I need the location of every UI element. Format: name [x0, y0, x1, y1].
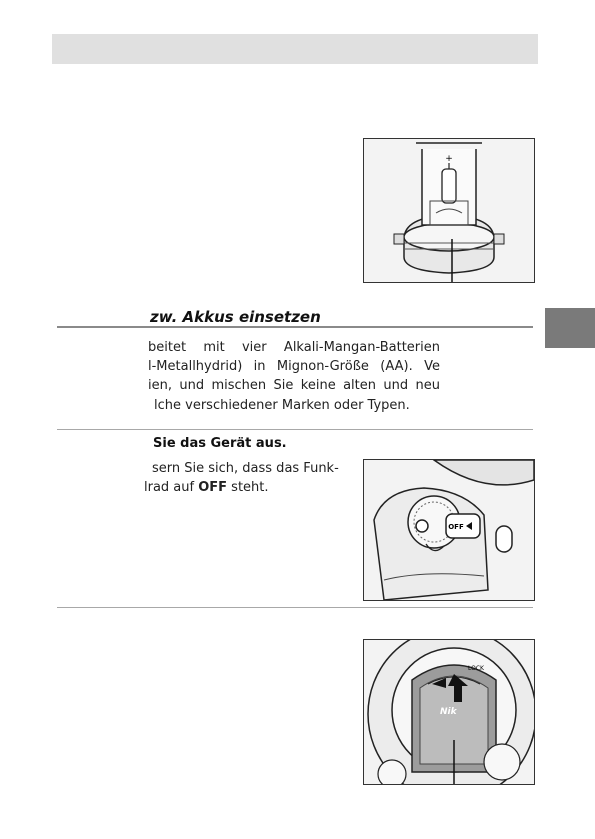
plus-mark: +: [445, 154, 453, 164]
battery-text-line-1: beitet mit vier Alkali-Mangan-Batterien: [148, 340, 440, 355]
battery-chamber-illustration: [363, 138, 535, 283]
brand-label: Nik: [440, 707, 457, 717]
step1-line-2-prefix: lrad auf: [144, 480, 199, 495]
battery-text-line-4: lche verschiedener Marken oder Typen.: [154, 398, 410, 413]
battery-text-line-2: l-Metallhydrid) in Mignon-Größe (AA). Ve: [148, 359, 440, 374]
battery-text-line-3: ien, und mischen Sie keine alten und neu: [148, 378, 440, 393]
step1-line-2: [144, 479, 269, 497]
lock-label: LOCK: [468, 665, 484, 672]
off-label: OFF: [198, 480, 228, 495]
step1-line-2-suffix: steht.: [227, 480, 269, 495]
section-heading: zw. Akkus einsetzen: [150, 308, 321, 326]
step-divider-1: [57, 429, 533, 430]
step1-line-1: sern Sie sich, dass das Funk-: [152, 461, 339, 476]
section-tab: [545, 308, 595, 348]
power-switch-illustration: [363, 459, 535, 601]
step1-title: Sie das Gerät aus.: [153, 436, 287, 451]
off-switch-label: OFF: [448, 523, 464, 531]
cover-illustration: [363, 639, 535, 785]
page-header-bar: [52, 34, 538, 64]
step-divider-2: [57, 607, 533, 608]
section-rule: [57, 326, 533, 328]
